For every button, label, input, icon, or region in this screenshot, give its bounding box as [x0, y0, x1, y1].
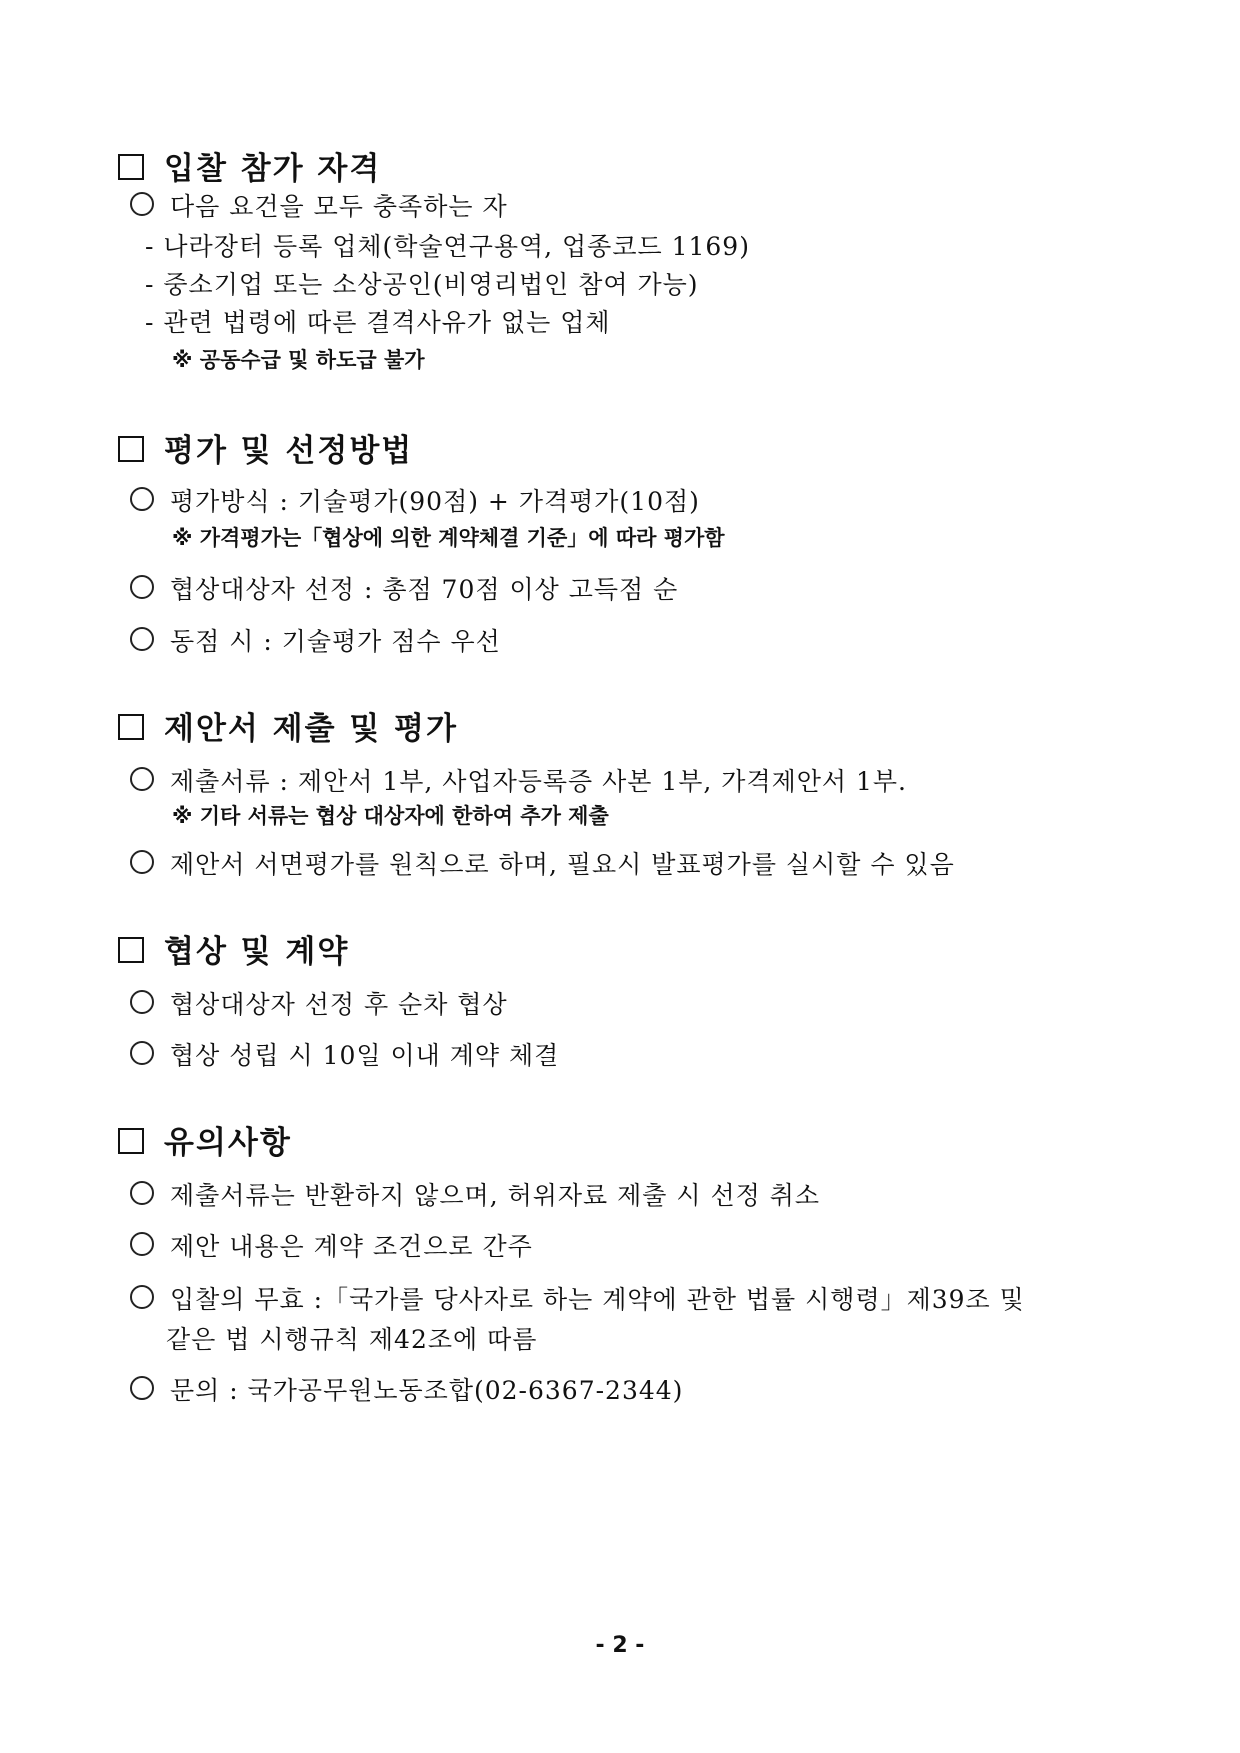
- circle-bullet-icon: [130, 767, 154, 791]
- circle-bullet-icon: [130, 627, 154, 651]
- sub-item: - 관련 법령에 따른 결격사유가 없는 업체: [145, 308, 611, 337]
- checkbox-square-icon: [118, 436, 144, 462]
- circle-bullet-icon: [130, 1376, 154, 1400]
- list-item: 동점 시 : 기술평가 점수 우선: [130, 622, 501, 658]
- sub-item: - 나라장터 등록 업체(학술연구용역, 업종코드 1169): [145, 232, 750, 261]
- circle-bullet-icon: [130, 1232, 154, 1256]
- list-item: 문의 : 국가공무원노동조합(02-6367-2344): [130, 1371, 683, 1407]
- circle-bullet-icon: [130, 1041, 154, 1065]
- section-heading-eligibility: 입찰 참가 자격: [118, 143, 381, 188]
- section-heading-negotiation: 협상 및 계약: [118, 926, 349, 971]
- section-heading-evaluation: 평가 및 선정방법: [118, 425, 413, 470]
- section-heading-proposal: 제안서 제출 및 평가: [118, 703, 458, 748]
- checkbox-square-icon: [118, 714, 144, 740]
- list-item: 협상 성립 시 10일 이내 계약 체결: [130, 1036, 559, 1072]
- list-item: 협상대상자 선정 : 총점 70점 이상 고득점 순: [130, 570, 678, 606]
- note: ※ 기타 서류는 협상 대상자에 한하여 추가 제출: [172, 804, 609, 828]
- list-item: 제안 내용은 계약 조건으로 간주: [130, 1227, 533, 1263]
- checkbox-square-icon: [118, 937, 144, 963]
- list-item: 제출서류는 반환하지 않으며, 허위자료 제출 시 선정 취소: [130, 1176, 820, 1212]
- page-number: - 2 -: [595, 1633, 645, 1658]
- circle-bullet-icon: [130, 487, 154, 511]
- note: ※ 가격평가는「협상에 의한 계약체결 기준」에 따라 평가함: [172, 526, 725, 550]
- list-item: 평가방식 : 기술평가(90점) + 가격평가(10점): [130, 482, 700, 518]
- circle-bullet-icon: [130, 575, 154, 599]
- list-item: 입찰의 무효 :「국가를 당사자로 하는 계약에 관한 법률 시행령」제39조 및: [130, 1280, 1025, 1316]
- note: ※ 공동수급 및 하도급 불가: [172, 348, 425, 372]
- circle-bullet-icon: [130, 192, 154, 216]
- circle-bullet-icon: [130, 1285, 154, 1309]
- circle-bullet-icon: [130, 1181, 154, 1205]
- checkbox-square-icon: [118, 154, 144, 180]
- circle-bullet-icon: [130, 850, 154, 874]
- list-item: 다음 요건을 모두 충족하는 자: [130, 187, 508, 223]
- list-item: 제안서 서면평가를 원칙으로 하며, 필요시 발표평가를 실시할 수 있음: [130, 845, 955, 881]
- list-item: 협상대상자 선정 후 순차 협상: [130, 985, 508, 1021]
- sub-item: - 중소기업 또는 소상공인(비영리법인 참여 가능): [145, 270, 699, 299]
- section-heading-notes: 유의사항: [118, 1117, 292, 1162]
- list-item: 제출서류 : 제안서 1부, 사업자등록증 사본 1부, 가격제안서 1부.: [130, 762, 907, 798]
- circle-bullet-icon: [130, 990, 154, 1014]
- list-item-continuation: 같은 법 시행규칙 제42조에 따름: [166, 1325, 538, 1354]
- checkbox-square-icon: [118, 1128, 144, 1154]
